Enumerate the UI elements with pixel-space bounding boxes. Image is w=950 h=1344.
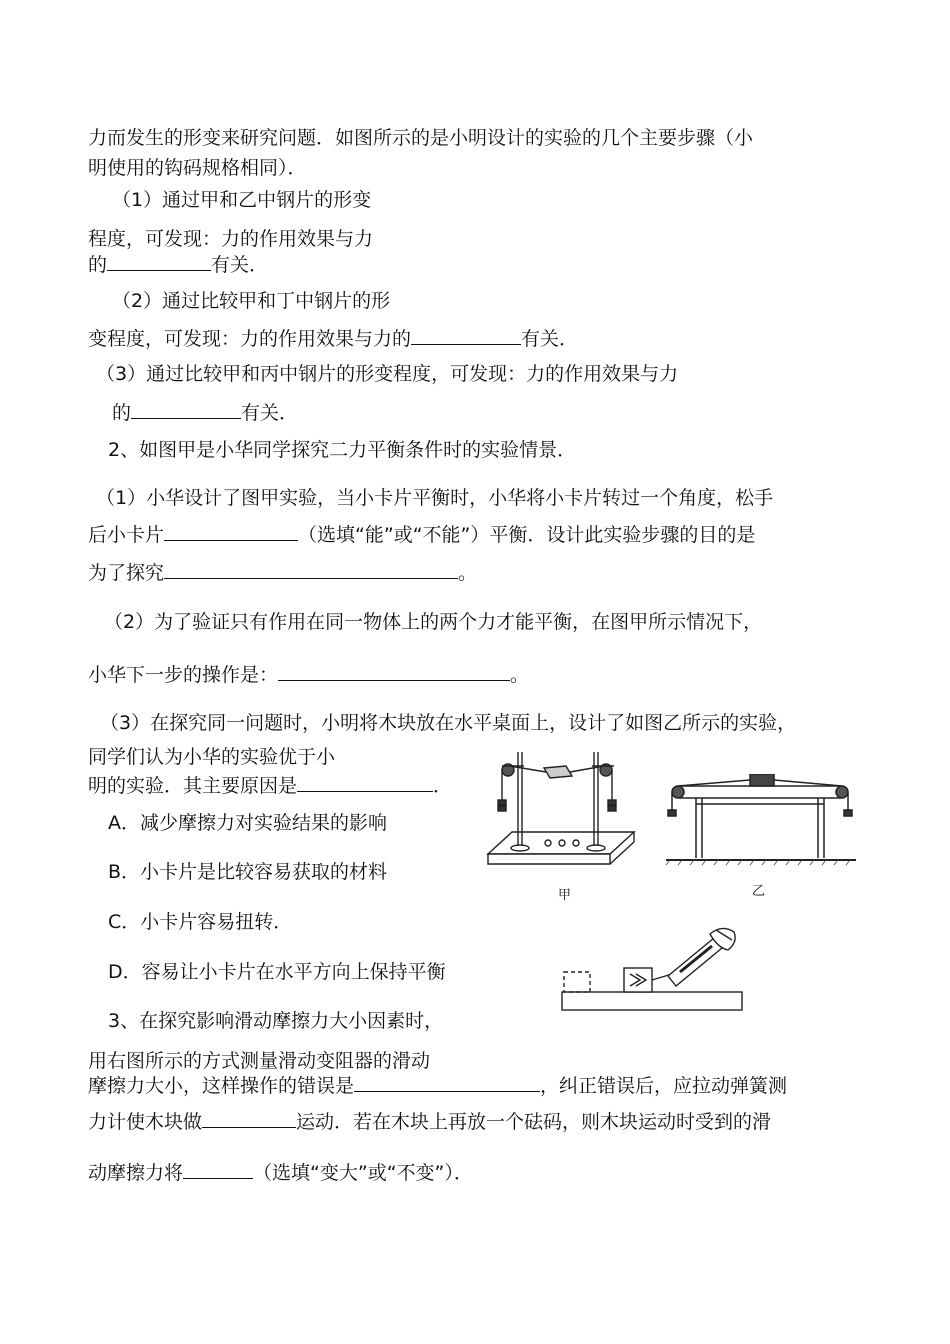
answer-blank-q1-2[interactable] xyxy=(411,326,521,345)
q1-part1-suffix: 有关． xyxy=(211,254,269,276)
q1-part1-prefix: 的 xyxy=(88,254,108,276)
q1-part2-line-a: （2）通过比较甲和丁中钢片的形 xyxy=(112,290,391,312)
option-a: A．减少摩擦力对实验结果的影响 xyxy=(108,812,387,834)
answer-blank-q3-3[interactable] xyxy=(183,1160,253,1179)
q2-s1-suffix: （选填“能”或“不能”）平衡．设计此实验步骤的目的是 xyxy=(298,524,756,546)
q2-title: 2、如图甲是小华同学探究二力平衡条件时的实验情景． xyxy=(108,439,577,461)
figure-yi-caption: 乙 xyxy=(752,884,766,899)
q1-part1-line-c xyxy=(88,252,268,277)
q3-l5-prefix: 动摩擦力将 xyxy=(88,1162,184,1184)
q3-line-3 xyxy=(88,1073,787,1098)
q2-s1c-suffix: 。 xyxy=(458,562,478,584)
q3-l5-suffix: （选填“变大”或“不变”）． xyxy=(253,1162,473,1184)
q1-part1-line-a: （1）通过甲和乙中钢片的形变 xyxy=(112,189,372,211)
figure-jia-caption: 甲 xyxy=(558,888,572,903)
q3-line-4 xyxy=(88,1109,771,1134)
q1-part3-line-b xyxy=(112,400,298,425)
q2-s3-line-c xyxy=(88,773,452,798)
q2-s1-line-b xyxy=(88,522,755,547)
intro-line-1: 力而发生的形变来研究问题．如图所示的是小明设计的实验的几个主要步骤（小 xyxy=(88,127,754,149)
answer-blank-q3-1[interactable] xyxy=(354,1073,540,1092)
figure-friction-setup xyxy=(560,922,746,1014)
q2-s3-suffix: ． xyxy=(433,775,453,797)
q1-part2-prefix: 变程度，可发现：力的作用效果与力的 xyxy=(88,328,412,350)
q3-line-5 xyxy=(88,1160,473,1185)
answer-blank-q2-2[interactable] xyxy=(164,560,458,579)
q3-line-2: 用右图所示的方式测量滑动变阻器的滑动 xyxy=(88,1050,431,1072)
intro-line-2: 明使用的钩码规格相同）． xyxy=(88,157,307,179)
option-c: C．小卡片容易扭转． xyxy=(108,911,293,933)
q2-s1-line-c xyxy=(88,560,477,585)
option-d: D．容易让小卡片在水平方向上保持平衡 xyxy=(108,961,446,983)
q3-l4-suffix: 运动．若在木块上再放一个砝码，则木块运动时受到的滑 xyxy=(296,1111,772,1133)
q1-part1-line-b: 程度，可发现：力的作用效果与力 xyxy=(88,228,374,250)
q2-s2-line-b xyxy=(88,662,529,687)
answer-blank-q1-3[interactable] xyxy=(131,400,241,419)
q2-s1-prefix: 后小卡片 xyxy=(88,524,165,546)
q1-part2-line-b xyxy=(88,326,578,351)
answer-blank-q2-3[interactable] xyxy=(278,662,510,681)
answer-blank-q3-2[interactable] xyxy=(202,1109,296,1128)
answer-blank-q1-1[interactable] xyxy=(107,252,211,271)
q2-s2-prefix: 小华下一步的操作是： xyxy=(88,664,279,686)
q2-s2-line-a: （2）为了验证只有作用在同一物体上的两个力才能平衡，在图甲所示情况下， xyxy=(104,611,763,633)
q2-s2-suffix: 。 xyxy=(510,664,530,686)
option-b: B．小卡片是比较容易获取的材料 xyxy=(108,861,388,883)
answer-blank-q2-4[interactable] xyxy=(297,773,433,792)
q2-s3-line-a: （3）在探究同一问题时，小明将木块放在水平桌面上，设计了如图乙所示的实验， xyxy=(100,712,797,734)
q3-l3-suffix: ，纠正错误后，应拉动弹簧测 xyxy=(540,1075,788,1097)
q3-l4-prefix: 力计使木块做 xyxy=(88,1111,203,1133)
q1-part3-prefix: 的 xyxy=(112,402,132,424)
q1-part3-line-a: （3）通过比较甲和丙中钢片的形变程度，可发现：力的作用效果与力 xyxy=(96,363,679,385)
q2-s3-prefix: 明的实验．其主要原因是 xyxy=(88,775,298,797)
q2-s3-line-b: 同学们认为小华的实验优于小 xyxy=(88,746,336,768)
figure-jia-apparatus xyxy=(484,744,646,876)
q2-s1-line-a: （1）小华设计了图甲实验，当小卡片平衡时，小华将小卡片转过一个角度，松手 xyxy=(96,487,774,509)
figure-yi-apparatus xyxy=(660,774,860,866)
q1-part2-suffix: 有关． xyxy=(521,328,579,350)
q3-l3-prefix: 摩擦力大小，这样操作的错误是 xyxy=(88,1075,355,1097)
answer-blank-q2-1[interactable] xyxy=(164,522,298,541)
q3-title: 3、在探究影响滑动摩擦力大小因素时， xyxy=(108,1010,444,1032)
q2-s1c-prefix: 为了探究 xyxy=(88,562,165,584)
q1-part3-suffix: 有关． xyxy=(241,402,299,424)
